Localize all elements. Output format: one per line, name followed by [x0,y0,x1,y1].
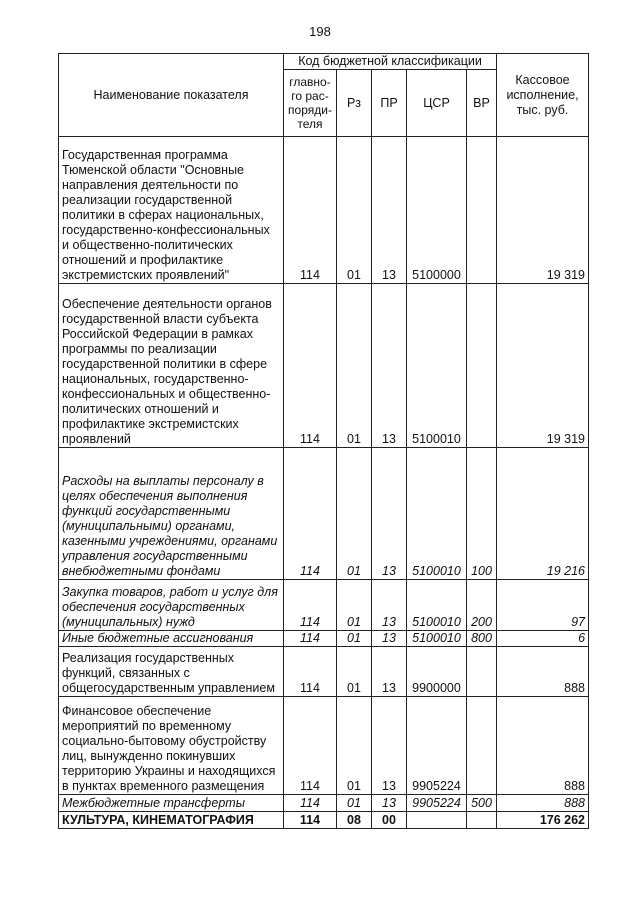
row-csr: 5100010 [407,284,467,448]
table-row [59,812,589,829]
row-vr [467,137,497,284]
row-csr: 9905224 [407,697,467,795]
table-row [59,795,589,812]
table-row [59,631,589,647]
row-name: Расходы на выплаты персоналу в целях обеспечения выполнения функций государственными (муниципальными) органами, казенными учреждениями, органами управления государственными внебюджетными фондами [59,448,284,580]
row-vr [467,647,497,697]
header-code-group: Код бюджетной классификации [284,54,497,70]
row-amount: 888 [497,795,589,812]
row-vr: 800 [467,631,497,647]
row-vr: 500 [467,795,497,812]
table-row [59,137,589,284]
row-pr: 13 [372,631,407,647]
row-pr: 13 [372,647,407,697]
table-row [59,448,589,580]
row-rz: 08 [337,812,372,829]
row-gr: 114 [284,631,337,647]
table-row [59,284,589,448]
row-rz: 01 [337,448,372,580]
row-vr [467,697,497,795]
row-rz: 01 [337,647,372,697]
row-gr: 114 [284,137,337,284]
row-vr: 200 [467,580,497,631]
row-pr: 13 [372,284,407,448]
row-pr: 13 [372,795,407,812]
row-amount: 6 [497,631,589,647]
row-gr: 114 [284,284,337,448]
header-vr: ВР [467,70,497,137]
row-vr [467,812,497,829]
row-csr: 9905224 [407,795,467,812]
row-csr: 5100010 [407,448,467,580]
row-name: Государственная программа Тюменской области "Основные направления деятельности по реализации государственной политики в сферах национальных, государственно-конфессиональных и общественно-политических отношений и профилактике экстремистских проявлений" [59,137,284,284]
header-csr: ЦСР [407,70,467,137]
row-name: Иные бюджетные ассигнования [59,631,284,647]
row-amount: 888 [497,647,589,697]
row-pr: 00 [372,812,407,829]
row-gr: 114 [284,647,337,697]
header-row-top [59,54,589,70]
row-csr: 5100010 [407,580,467,631]
row-rz: 01 [337,580,372,631]
row-csr: 9900000 [407,647,467,697]
row-pr: 13 [372,697,407,795]
row-name: Обеспечение деятельности органов государственной власти субъекта Российской Федерации в рамках программы по реализации государственной политики в сфере национальных, государственно-конфессиональных и общественно-политических отношений и профилактике экстремистских проявлений [59,284,284,448]
row-gr: 114 [284,448,337,580]
row-amount: 19 319 [497,137,589,284]
row-rz: 01 [337,795,372,812]
row-gr: 114 [284,697,337,795]
table-row [59,647,589,697]
row-pr: 13 [372,448,407,580]
table-row [59,697,589,795]
row-name: Закупка товаров, работ и услуг для обеспечения государственных (муниципальных) нужд [59,580,284,631]
row-amount: 176 262 [497,812,589,829]
row-rz: 01 [337,631,372,647]
row-name: Реализация государственных функций, связанных с общегосударственным управлением [59,647,284,697]
row-csr: 5100000 [407,137,467,284]
row-gr: 114 [284,795,337,812]
table-row [59,580,589,631]
header-execution: Кассовое исполнение, тыс. руб. [497,54,589,137]
row-csr: 5100010 [407,631,467,647]
row-vr: 100 [467,448,497,580]
header-rz: Рз [337,70,372,137]
row-pr: 13 [372,580,407,631]
row-rz: 01 [337,697,372,795]
row-csr [407,812,467,829]
row-name: Межбюджетные трансферты [59,795,284,812]
row-vr [467,284,497,448]
row-gr: 114 [284,812,337,829]
header-indicator-name: Наименование показателя [59,54,284,137]
budget-table [58,53,589,829]
header-pr: ПР [372,70,407,137]
row-pr: 13 [372,137,407,284]
row-amount: 19 319 [497,284,589,448]
row-name: КУЛЬТУРА, КИНЕМАТОГРАФИЯ [59,812,284,829]
row-amount: 19 216 [497,448,589,580]
row-rz: 01 [337,284,372,448]
row-gr: 114 [284,580,337,631]
page-number: 198 [309,24,331,39]
header-main-manager: главно-го рас-поряди-теля [284,70,337,137]
row-rz: 01 [337,137,372,284]
row-name: Финансовое обеспечение мероприятий по временному социально-бытовому обустройству лиц, вынужденно покинувших территорию Украины и находящихся в пунктах временного размещения [59,697,284,795]
row-amount: 97 [497,580,589,631]
row-amount: 888 [497,697,589,795]
